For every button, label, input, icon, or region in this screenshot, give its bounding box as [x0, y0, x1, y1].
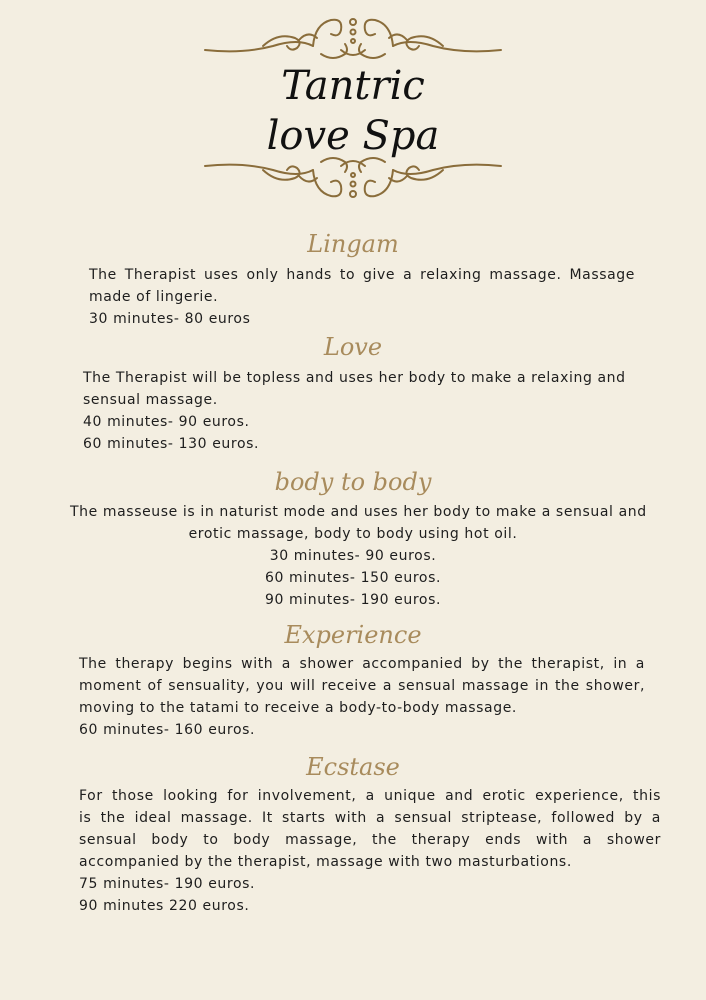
section-line: moment of sensuality, you will receive a sensual massage in the shower,	[79, 678, 645, 694]
section-heading-love: Love	[323, 333, 383, 361]
ornament-top-icon	[203, 10, 503, 66]
price-line: 90 minutes- 190 euros.	[264, 592, 442, 608]
price-line: 60 minutes- 150 euros.	[264, 570, 442, 586]
section-body-lingam	[89, 264, 635, 330]
section-heading-ecstase: Ecstase	[306, 753, 400, 781]
section-line: sensual body to body massage, the therapy ends with a shower	[79, 832, 661, 848]
section-heading-lingam: Lingam	[307, 230, 399, 258]
section-heading-body-to-body: body to body	[274, 468, 432, 496]
section-line: accompanied by the therapist, massage with two masturbations.	[79, 854, 572, 870]
price-line: 60 minutes- 130 euros.	[83, 436, 260, 452]
section-line: sensual massage.	[83, 392, 218, 408]
section-line: moving to the tatami to receive a body-to-body massage.	[79, 700, 517, 716]
section-body-experience	[79, 653, 645, 741]
page-title-line2: love Spa	[266, 113, 440, 159]
section-line: For those looking for involvement, a unique and erotic experience, this	[79, 788, 661, 804]
ornament-bottom-icon	[203, 150, 503, 206]
price-line: 30 minutes- 80 euros	[89, 311, 251, 327]
section-line: is the ideal massage. It starts with a sensual striptease, followed by a	[79, 810, 661, 826]
price-line: 75 minutes- 190 euros.	[79, 876, 256, 892]
price-line: 30 minutes- 90 euros.	[269, 548, 437, 564]
section-body-ecstase	[79, 785, 661, 917]
section-line: The masseuse is in naturist mode and uses her body to make a sensual and	[70, 504, 647, 520]
section-line: made of lingerie.	[89, 289, 219, 305]
section-line: The Therapist will be topless and uses her body to make a relaxing and	[83, 370, 626, 386]
section-heading-experience: Experience	[284, 621, 422, 649]
section-line: The Therapist uses only hands to give a relaxing massage. Massage	[89, 267, 635, 283]
price-line: 40 minutes- 90 euros.	[83, 414, 250, 430]
section-line: The therapy begins with a shower accompanied by the therapist, in a	[79, 656, 645, 672]
section-line: erotic massage, body to body using hot oil.	[188, 526, 518, 542]
price-line: 60 minutes- 160 euros.	[79, 722, 256, 738]
page-title-line1: Tantric	[281, 63, 425, 109]
section-body-body-to-body	[70, 501, 647, 611]
section-body-love	[83, 367, 643, 455]
price-line: 90 minutes 220 euros.	[79, 898, 250, 914]
